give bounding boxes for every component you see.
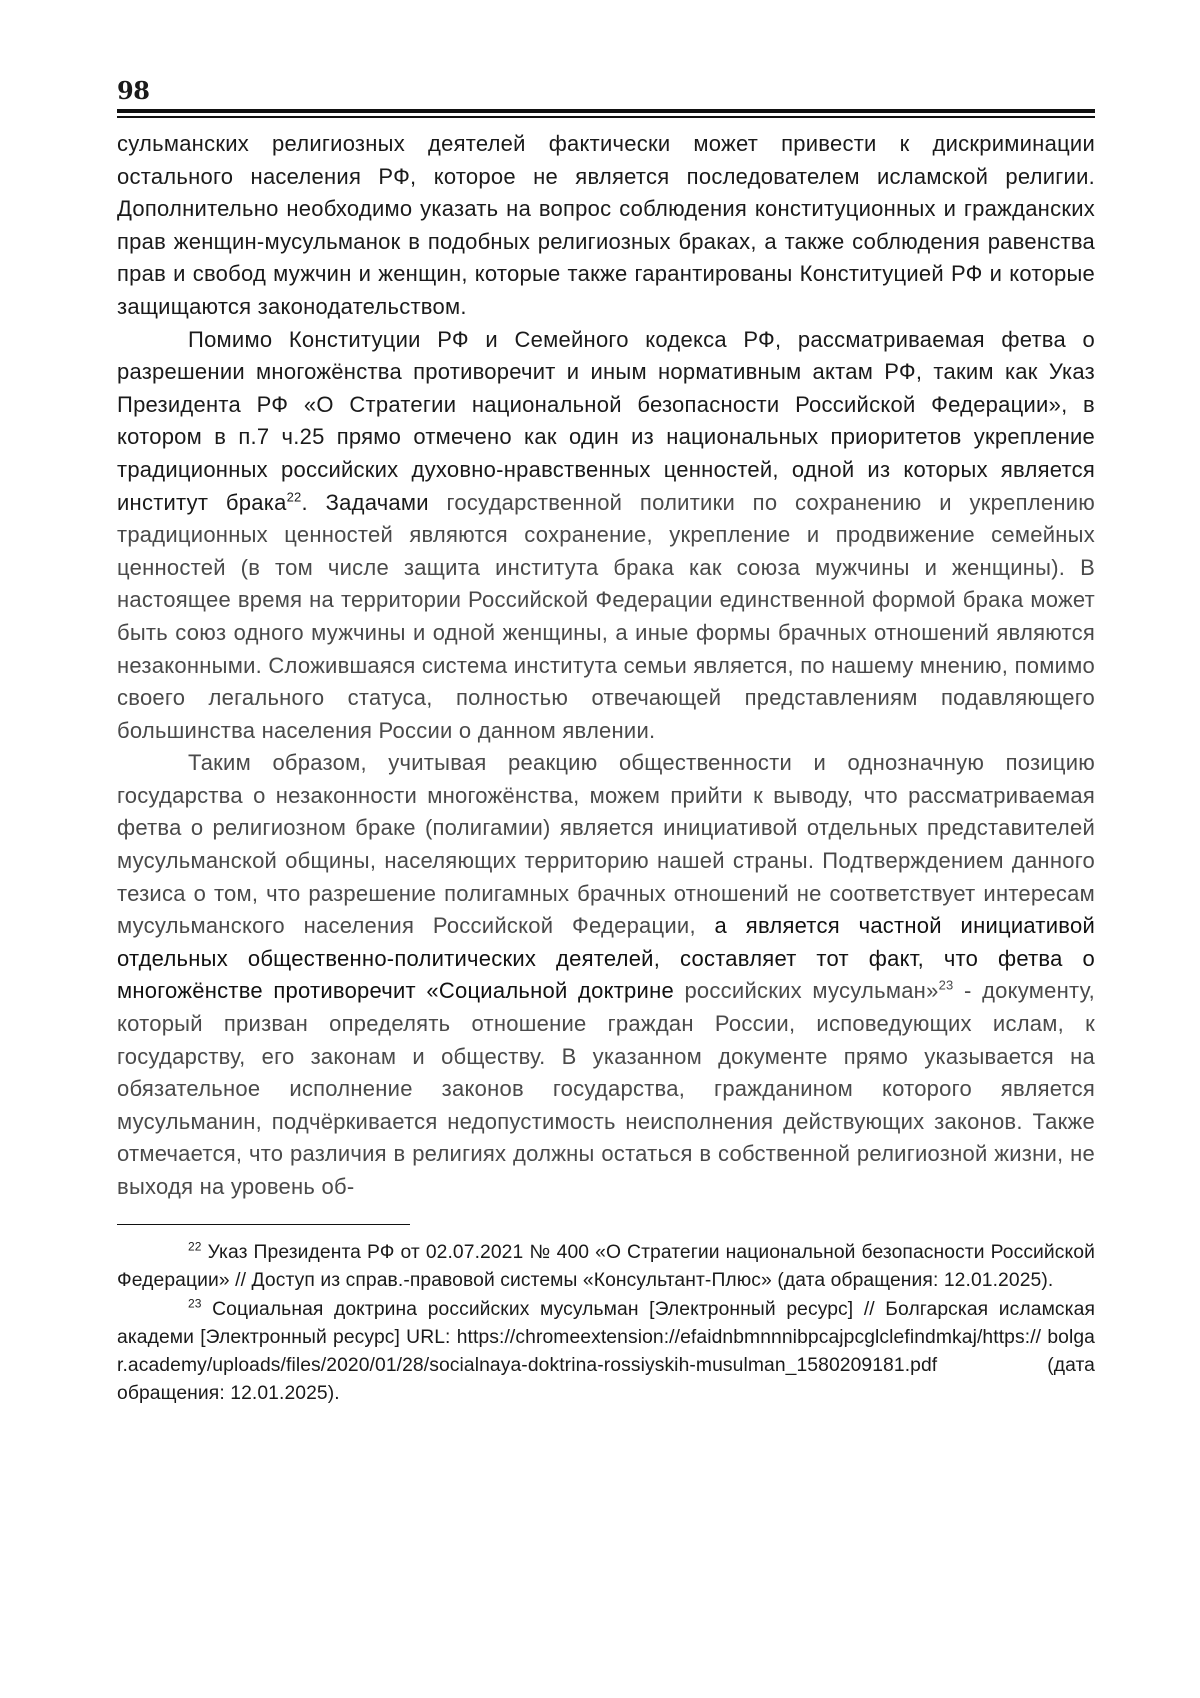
body-text <box>117 128 1095 1204</box>
footnote-23-url[interactable]: https://chromeextension://efaidnbmnnnibpcajpcglclefindmkaj/https:// bolgar.academy/uploads/files/2020/01/28/socialnaya-doktrina-rossiyskih-musulman_1580209181.pdf <box>117 1326 1095 1376</box>
paragraph-3-text-d: - документу, который призван определять отношение граждан России, исповедующих ислам, к государству, его законам и обществу. В указанном документе прямо указывается на обязательное исполнение законов государства, гражданином которого является мусульманин, подчёркивается недопустимость неисполнения действующих законов. Также отмечается, что различия в религиях должны остаться в собственной религиозной жизни, не выходя на уровень об- <box>117 978 1096 1199</box>
page-number: 98 <box>117 76 150 105</box>
paragraph-3 <box>117 747 1095 1203</box>
paragraph-2-text-b: . Задачами <box>301 489 429 515</box>
footnote-23-text-a: Социальная доктрина российских мусульман [Электронный ресурс] // Болгарская исламская академи [Электронный ресурс] URL: <box>117 1298 1095 1348</box>
footnote-23 <box>117 1296 1095 1409</box>
paragraph-2 <box>117 324 1095 748</box>
paragraph-3-text-c: российских мусульман» <box>673 978 939 1004</box>
paragraph-3-text-a: Таким образом, учитывая реакцию общественности и однозначную позицию государства о незаконности многожёнства, можем прийти к выводу, что рассматриваемая фетва о религиозном браке (полигамии) является инициативой отдельных представителей мусульманской общины, населяющих территорию нашей страны. Подтверждением данного тезиса о том, что разрешение полигамных брачных отношений не соответствует интересам мусульманского населения Российской Федерации, <box>117 750 1095 939</box>
paragraph-3-text-b: а является частной инициативой отдельных общественно-политических деятелей, составляет тот факт, что фетва о многожёнстве противоречит «Социальной доктрине <box>117 913 1095 1004</box>
footnote-23-number: 23 <box>188 1296 202 1311</box>
paragraph-1-text: сульманских религиозных деятелей фактически может привести к дискриминации остального населения РФ, которое не является последователем исламской религии. Дополнительно необходимо указать на вопрос соблюдения конституционных и гражданских прав женщин-мусульманок в подобных религиозных браках, а также соблюдения равенства прав и свобод мужчин и женщин, которые также гарантированы Конституцией РФ и которые защищаются законодательством. <box>117 131 1095 319</box>
footnote-ref-22[interactable]: 22 <box>286 489 302 505</box>
footnote-22-number: 22 <box>188 1239 202 1254</box>
document-page <box>117 70 1095 1408</box>
footnote-separator <box>117 1224 410 1226</box>
footnotes <box>117 1239 1095 1408</box>
paragraph-2-text-c: государственной политики по сохранению и укреплению традиционных ценностей являются сохранение, укрепление и продвижение семейных ценностей (в том числе защита института брака как союза мужчины и женщины). В настоящее время на территории Российской Федерации единственной формой брака может быть союз одного мужчины и одной женщины, а иные формы брачных отношений являются незаконными. Сложившаяся система института семьи является, по нашему мнению, помимо своего легального статуса, полностью отвечающей представлениям подавляющего большинства населения России о данном явлении. <box>117 489 1096 743</box>
page-header <box>117 70 1095 118</box>
footnote-22 <box>117 1239 1095 1295</box>
footnote-22-text: Указ Президента РФ от 02.07.2021 № 400 «О Стратегии национальной безопасности Российской Федерации» // Доступ из справ.-правовой системы «Консультант-Плюс» (дата обращения: 12.01.2025). <box>117 1242 1095 1292</box>
footnote-23-text-b: (дата обращения: 12.01.2025). <box>117 1354 1095 1405</box>
paragraph-2-text-a: Помимо Конституции РФ и Семейного кодекса РФ, рассматриваемая фетва о разрешении многожёнства противоречит и иным нормативным актам РФ, таким как Указ Президента РФ «О Стратегии национальной безопасности Российской Федерации», в котором в п.7 ч.25 прямо отмечено как один из национальных приоритетов укрепление традиционных российских духовно-нравственных ценностей, одной из которых является институт брака <box>117 326 1095 515</box>
paragraph-1 <box>117 128 1095 324</box>
footnote-ref-23[interactable]: 23 <box>938 978 954 994</box>
header-rule-thin <box>117 116 1095 118</box>
header-rule-thick <box>117 109 1095 113</box>
